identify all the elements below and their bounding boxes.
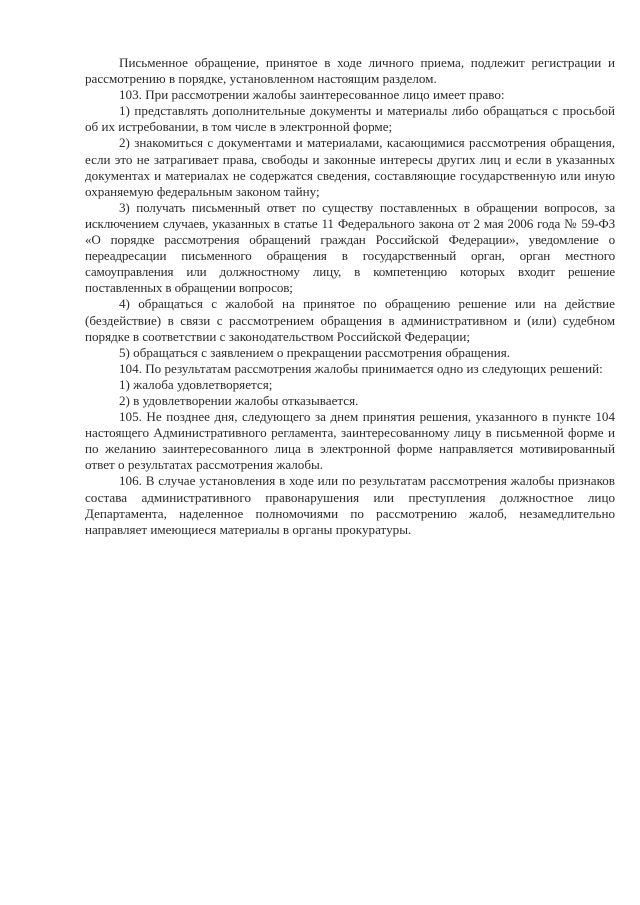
- paragraph-103-item-4: 4) обращаться с жалобой на принятое по обращению решение или на действие (бездействие) в связи с рассмотрением обращения в административном и (или) судебном порядке в соответствии с законодательством Российской Федерации;: [85, 296, 615, 344]
- paragraph-104-item-1: 1) жалоба удовлетворяется;: [119, 376, 273, 392]
- document-text: [85, 55, 615, 538]
- paragraph-103-item-2: 2) знакомиться с документами и материалами, касающимися рассмотрения обращения, если это не затрагивает права, свободы и законные интересы других лиц и если в указанных документах и материалах не содержатся сведения, составляющие государственную или иную охраняемую федеральным законом тайну;: [85, 135, 615, 199]
- paragraph-written-appeal: Письменное обращение, принятое в ходе личного приема, подлежит регистрации и рассмотрению в порядке, установленном настоящим разделом.: [85, 55, 615, 87]
- paragraph-103: 103. При рассмотрении жалобы заинтересованное лицо имеет право:: [119, 87, 505, 103]
- paragraph-104-item-2: 2) в удовлетворении жалобы отказывается.: [119, 392, 359, 408]
- paragraph-103-item-5: 5) обращаться с заявлением о прекращении рассмотрения обращения.: [119, 344, 510, 360]
- paragraph-106: 106. В случае установления в ходе или по результатам рассмотрения жалобы признаков состава административного правонарушения или преступления должностное лицо Департамента, наделенное полномочиями по рассмотрению жалоб, незамедлительно направляет имеющиеся материалы в органы прокуратуры.: [85, 473, 615, 537]
- paragraph-103-item-3: 3) получать письменный ответ по существу поставленных в обращении вопросов, за исключением случаев, указанных в статье 11 Федерального закона от 2 мая 2006 года № 59-ФЗ «О порядке рассмотрения обращений граждан Российской Федерации», уведомление о переадресации письменного обращения в государственный орган, орган местного самоуправления или должностному лицу, в компетенцию которых входит решение поставленных в обращении вопросов;: [85, 199, 615, 296]
- paragraph-103-item-1: 1) представлять дополнительные документы и материалы либо обращаться с просьбой об их истребовании, в том числе в электронной форме;: [85, 103, 615, 135]
- paragraph-105: 105. Не позднее дня, следующего за днем принятия решения, указанного в пункте 104 настоящего Административного регламента, заинтересованному лицу в письменной форме и по желанию заинтересованного лица в электронной форме направляется мотивированный ответ о результатах рассмотрения жалобы.: [85, 409, 615, 473]
- paragraph-104: 104. По результатам рассмотрения жалобы принимается одно из следующих решений:: [119, 360, 603, 376]
